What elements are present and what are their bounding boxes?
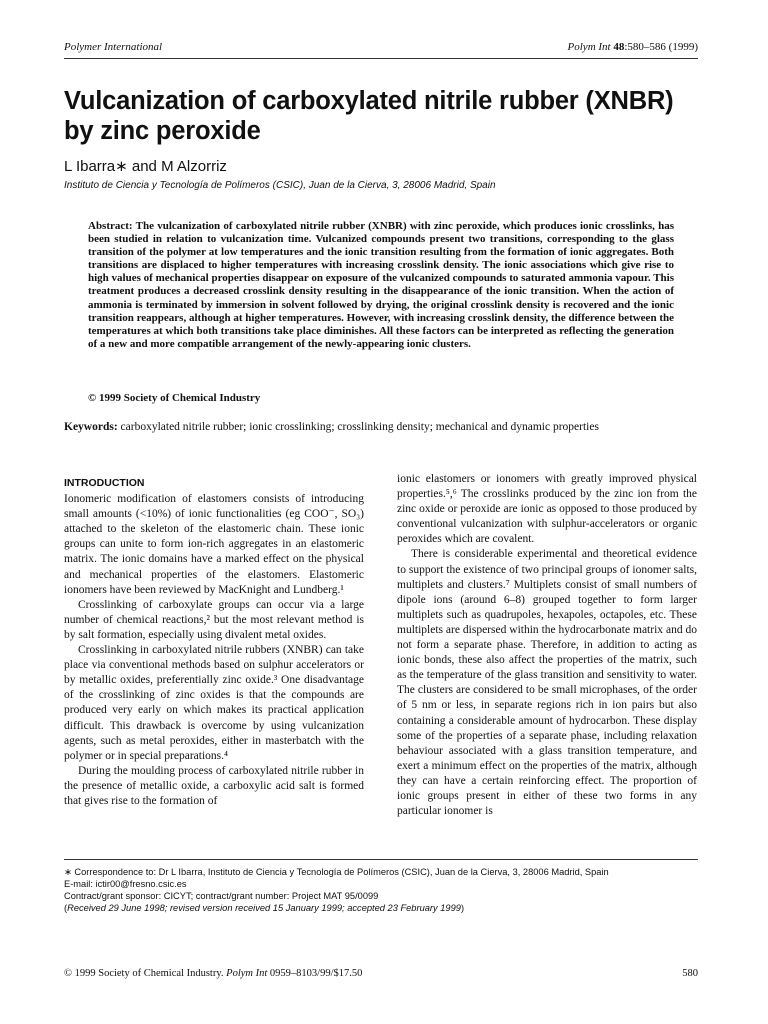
footnote-grant: Contract/grant sponsor: CICYT; contract/grant number: Project MAT 95/0099: [64, 891, 379, 901]
intro-paragraph-5: There is considerable experimental and theoretical evidence to support the existence of two principal groups of ionomer salts, multiplets and clusters.⁷ Multiplets consist of small numbers of dipole ions (around 6–8) grouped together to form larger multiplets such as quadrupoles, hexapoles, octapoles, etc. These multiplets are dispersed within the hydrocarbonate matrix and do not form a separate phase. Therefore, in addition to acting as ionic bonds, these also affect the properties of the matrix, such as the temperature of the glass transition and sensitivity to water. The clusters are considered to be small microphases, of the order of 5 nm or less, in separate regions rich in ion pairs but also containing a considerable amount of hydrocarbon. These display some of the properties of a separate phase, including relaxation behaviour associated with a glass transition temperature, and exert a minimum effect on the properties of the matrix, although they can have a certain reinforcing effect. The proportion of ionic groups present in either of these two forms in any particular ionomer is: [397, 548, 697, 818]
keywords-label: Keywords:: [64, 421, 118, 433]
intro-paragraph-4-continued: ionic elastomers or ionomers with greatly improved physical properties.⁵,⁶ The crosslinks produced by the zinc ion from the zinc oxide or peroxide are ionic as opposed to those produced by conventional vulcanization with sulphur-accelerators or organic peroxides which are covalent.: [397, 473, 697, 546]
page-number: 580: [682, 968, 698, 979]
body-column-right: [397, 472, 697, 819]
footer-copyright-line: [64, 968, 362, 979]
article-title: Vulcanization of carboxylated nitrile rubber (XNBR) by zinc peroxide: [64, 87, 674, 145]
abstract-copyright: © 1999 Society of Chemical Industry: [88, 392, 261, 404]
body-column-left: [64, 476, 364, 809]
intro-paragraph-2: Crosslinking of carboxylate groups can occur via a large number of chemical reactions,² but the most relevant method is by salt formation, especially using divalent metal oxides.: [64, 598, 364, 641]
intro-paragraph-1: Ionomeric modification of elastomers consists of introducing small amounts (<10%) of ionic functionalities (eg COO⁻, SO₃) attached to the skeleton of the elastomeric chain. These ionic groups can unite to form ion-rich aggregates in an elastomeric matrix. The ionic domains have a marked effect on the physical and mechanical properties of the elastomers. Elastomeric ionomers have been reviewed by MacKnight and Lundberg.¹: [64, 493, 364, 596]
footnotes: [64, 866, 704, 914]
footer-copyright: © 1999 Society of Chemical Industry.: [64, 968, 224, 979]
section-heading-introduction: INTRODUCTION: [64, 477, 145, 489]
keywords: [64, 420, 698, 435]
footnote-email: E-mail: ictir00@fresno.csic.es: [64, 879, 187, 889]
intro-paragraph-4: During the moulding process of carboxylated nitrile rubber in the presence of metallic oxide, a carboxylic acid salt is formed that gives rise to the formation of: [64, 764, 364, 807]
abstract: Abstract: The vulcanization of carboxylated nitrile rubber (XNBR) with zinc peroxide, which produces ionic crosslinks, has been studied in relation to vulcanization time. Vulcanized compounds present two transitions, corresponding to the glass transition of the polymer at low temperatures and the ionic transition resulting from the formation of ionic aggregates. Both transitions are displaced to higher temperatures with increasing crosslink density. The ionic associations which give rise to high values of mechanical properties disappear on exposure of the vulcanized compounds to saturated ammonia vapour. This treatment produces a decreased crosslink density resulting in the disappearance of the ionic transition. When the action of ammonia is terminated by immersion in solvent followed by drying, the original crosslink density is recovered and the ionic transition reappears, although at higher temperatures. However, with increasing crosslink density, the difference between the temperatures at which both transitions take place diminishes. All these factors can be interpreted as reflecting the generation of a new and more compatible arrangement of the newly-appearing ionic clusters.: [88, 220, 674, 350]
footnote-rule: [64, 859, 698, 860]
footer-issn: 0959–8103/99/$17.50: [269, 968, 363, 979]
citation-journal: Polym Int: [567, 41, 611, 53]
article-authors: L Ibarra∗ and M Alzorriz: [64, 158, 227, 175]
header-rule: [64, 58, 698, 59]
author-affiliation: Instituto de Ciencia y Tecnología de Polímeros (CSIC), Juan de la Cierva, 3, 28006 Madrid, Spain: [64, 180, 496, 191]
intro-paragraph-3: Crosslinking in carboxylated nitrile rubbers (XNBR) can take place via conventional methods based on sulphur accelerators or by metallic oxides, preferentially zinc oxide.³ One disadvantage of the crosslinking of zinc oxides is that the compounds are produced very early on which makes its practical application difficult. This drawback is overcome by using vulcanization agents, such as metal peroxides, either in masterbatch with the polymer or in special preparations.⁴: [64, 644, 364, 762]
footnote-correspondence: ∗ Correspondence to: Dr L Ibarra, Instituto de Ciencia y Tecnología de Polímeros (CSIC), Juan de la Cierva, 3, 28006 Madrid, Spain: [64, 867, 609, 877]
footnote-received-wrap: (Received 29 June 1998; revised version received 15 January 1999; accepted 23 February 1999): [64, 903, 465, 913]
running-head-journal: Polymer International: [64, 41, 163, 53]
citation-pages: :580–586 (1999): [624, 41, 698, 53]
footer-journal: Polym Int: [226, 968, 268, 979]
footnote-received: Received 29 June 1998; revised version received 15 January 1999; accepted 23 February 1999: [67, 903, 461, 913]
keywords-text: carboxylated nitrile rubber; ionic crosslinking; crosslinking density; mechanical and dynamic properties: [120, 421, 599, 433]
running-head-citation: [568, 41, 698, 53]
citation-volume: 48: [613, 41, 625, 53]
